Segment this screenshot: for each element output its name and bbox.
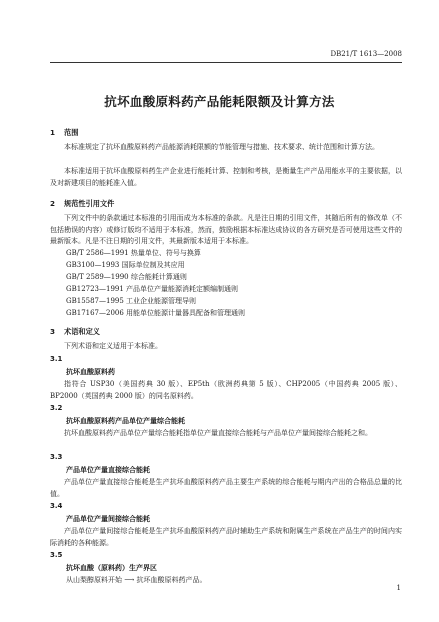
reference-item: GB3100—1993 国际单位制及其应用: [66, 261, 185, 269]
term-definition: 抗坏血酸原料药产品单位产量综合能耗指单位产量直接综合能耗与产品单位产量间接综合能耗之和。: [64, 429, 372, 437]
term-definition: 从山梨醇原料开始 ⟶ 抗坏血酸原料药产品。: [66, 576, 207, 584]
section-number: 3: [50, 327, 56, 336]
term-definition: 指符合 USP30（美国药典 30 版）、EP5th（欧洲药典第 5 版）、CHP2005（中国药典 2005 版）、BP2000（英国药典 2000 版）的同名原料药。: [50, 380, 402, 400]
term-number: 3.1: [50, 355, 63, 363]
section-title: 术语和定义: [64, 327, 100, 336]
section-number: 2: [50, 199, 56, 208]
header-rule: [50, 62, 402, 63]
reference-item: GB17167—2006 用能单位能源计量器具配备和管理通则: [66, 309, 246, 317]
term-name: 产品单位产量间接综合能耗: [66, 515, 150, 523]
term-name: 抗坏血酸原料药: [66, 368, 115, 376]
reference-item: GB12723—1991 产品单位产量能源消耗定额编制通则: [66, 285, 239, 293]
term-number: 3.5: [50, 551, 63, 559]
section-number: 1: [50, 128, 56, 137]
reference-item: GB/T 2586—1991 热量单位、符号与换算: [66, 249, 201, 257]
section-title: 规范性引用文件: [64, 199, 115, 208]
term-number: 3.4: [50, 502, 63, 510]
paragraph: 下列文件中的条款通过本标准的引用而成为本标准的条款。凡是注日期的引用文件，其随后所有的修改单（不包括勘误的内容）或修订版均不适用于本标准，然而，鼓励根据本标准达成协议的各方研究是否可使用这些文件的最新版本。凡是不注日期的引用文件，其最新版本适用于本标准。: [50, 214, 402, 245]
paragraph: 本标准规定了抗坏血酸原料药产品能源消耗限额的节能管理与措施、技术要求、统计范围和计算方法。: [64, 143, 379, 151]
term-number: 3.3: [50, 453, 63, 461]
paragraph: 下列术语和定义适用于本标准。: [64, 342, 162, 350]
reference-item: GB/T 2589—1990 综合能耗计算通则: [66, 273, 187, 281]
standard-code: DB21/T 1613—2008: [330, 50, 402, 58]
term-number: 3.2: [50, 404, 63, 412]
document-title: 抗坏血酸原料药产品能耗限额及计算方法: [104, 94, 335, 109]
term-definition: 产品单位产量直接综合能耗是生产抗坏血酸原料药产品主要生产系统的综合能耗与期内产出的合格品总量的比值。: [50, 478, 402, 498]
term-name: 抗坏血酸（原料药）生产界区: [66, 564, 157, 572]
section-title: 范围: [64, 128, 79, 137]
page-number: 1: [396, 584, 401, 592]
reference-item: GB15587—1995 工业企业能源管理导则: [66, 297, 197, 305]
term-name: 抗坏血酸原料药产品单位产量综合能耗: [66, 417, 185, 425]
paragraph: 本标准适用于抗坏血酸原料药生产企业进行能耗计算、控制和考核，是衡量生产产品用能水平的主要依据，以及对新建项目的能耗准入值。: [50, 167, 402, 187]
term-definition: 产品单位产量间接综合能耗是生产抗坏血酸原料药产品时辅助生产系统和附属生产系统在产品生产的时间内实际消耗的各种能源。: [50, 527, 402, 547]
term-name: 产品单位产量直接综合能耗: [66, 466, 150, 474]
